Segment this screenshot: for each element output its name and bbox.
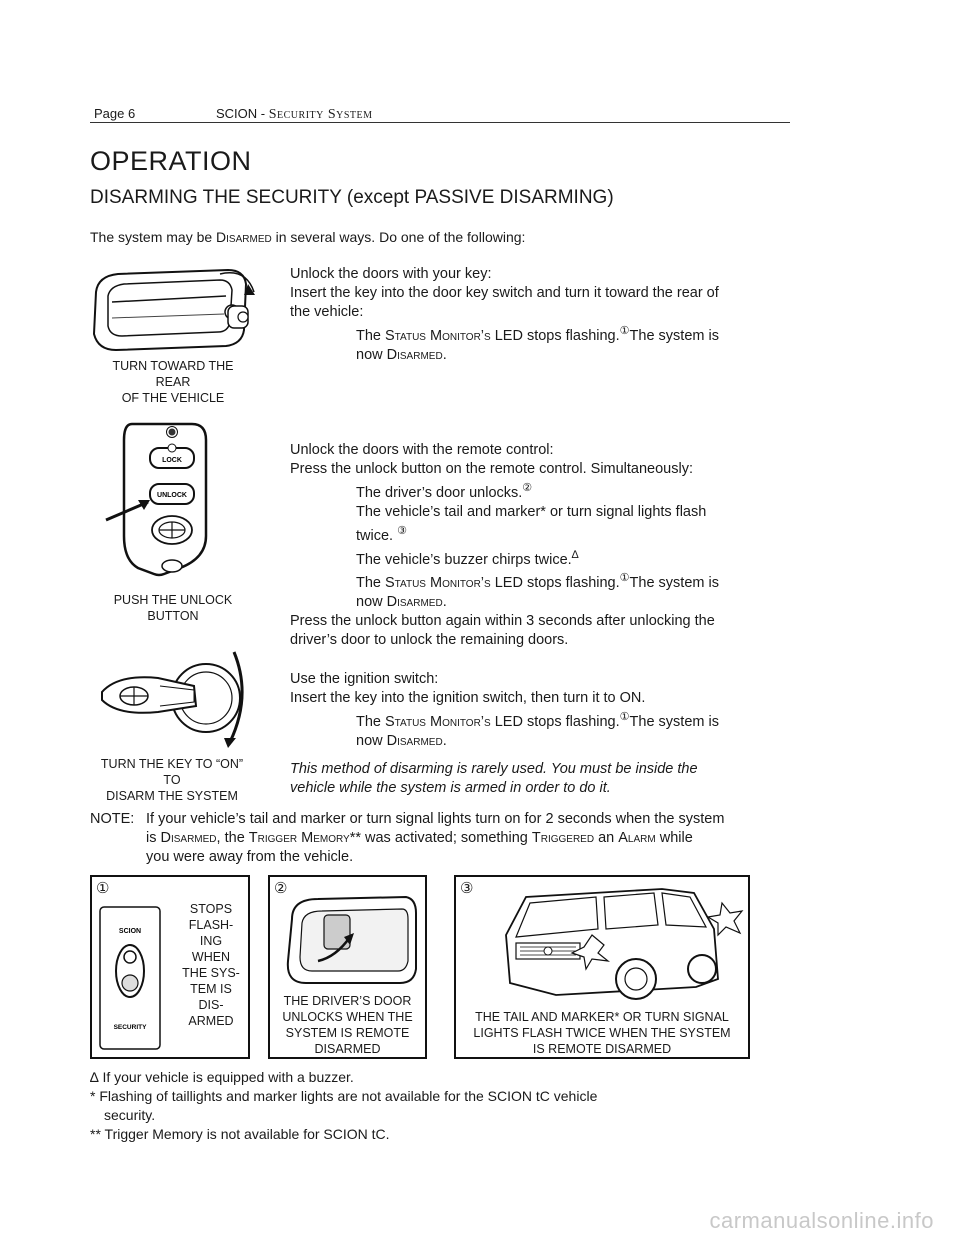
delta-mark: ∆ bbox=[571, 548, 579, 561]
note-line: you were away from the vehicle. bbox=[146, 849, 354, 865]
now-text: now bbox=[356, 594, 387, 611]
twice-text: twice. bbox=[356, 527, 394, 544]
door-unlocks-line bbox=[290, 479, 760, 503]
note-part: , the bbox=[216, 830, 249, 846]
remote-unlock-instructions bbox=[290, 441, 760, 650]
note-part: while bbox=[655, 830, 693, 846]
figure-caption-line: IS REMOTE DISARMED bbox=[532, 1042, 672, 1056]
figure-caption-line: THE TAIL AND MARKER* OR TURN SIGNAL bbox=[475, 1010, 729, 1024]
status-term: Status Monitor’s bbox=[385, 327, 491, 344]
status-end: The system is bbox=[629, 575, 719, 592]
figure-caption-line: ING bbox=[199, 934, 223, 948]
figure-caption-line: FLASH- bbox=[188, 918, 234, 932]
figure-caption-line: STOPS bbox=[189, 902, 233, 916]
figure-caption-line: DISARMED bbox=[314, 1042, 381, 1056]
caption-line: TURN TOWARD THE bbox=[112, 359, 234, 373]
caption-turn-toward-rear bbox=[98, 358, 248, 406]
figure-caption-line: THE SYS- bbox=[182, 966, 240, 980]
instruction-line: driver’s door to unlock the remaining doors. bbox=[290, 632, 569, 649]
vehicle-illustration bbox=[486, 883, 746, 1007]
figure-caption-line: TEM IS bbox=[190, 982, 232, 996]
page-title: OPERATION bbox=[90, 146, 252, 176]
ignition-key-illustration bbox=[98, 640, 248, 750]
lock-button-label: LOCK bbox=[162, 457, 182, 464]
page-header-rule bbox=[90, 104, 790, 123]
footnotes bbox=[90, 1068, 730, 1144]
status-end: The system is bbox=[629, 327, 719, 344]
section-heading: DISARMING THE SECURITY (except PASSIVE DISARMING) bbox=[90, 187, 614, 208]
italic-note bbox=[290, 760, 760, 798]
instruction-line: the vehicle: bbox=[290, 304, 364, 320]
status-pre: The bbox=[356, 575, 386, 592]
reference-circle: ① bbox=[619, 572, 630, 585]
instruction-line: Insert the key into the ignition switch, then turn it to ON. bbox=[290, 690, 646, 706]
period: . bbox=[442, 732, 447, 749]
footnote-trigger-memory: ** Trigger Memory is not available for SCION tC. bbox=[90, 1126, 390, 1142]
tail-lights-line-2 bbox=[290, 522, 760, 546]
door-handle-key-illustration bbox=[88, 262, 258, 358]
instruction-line: Insert the key into the door key switch and turn it toward the rear of bbox=[290, 285, 719, 301]
scion-label: SCION bbox=[118, 928, 142, 935]
footnote-taillights: * Flashing of taillights and marker lights are not available for the SCION tC vehicle bbox=[90, 1088, 598, 1104]
figure-caption-2 bbox=[272, 993, 423, 1057]
page-number: Page 6 bbox=[94, 106, 136, 121]
status-pre: The bbox=[356, 327, 386, 344]
figure-caption-line: THE DRIVER’S DOOR bbox=[283, 994, 412, 1008]
status-end: The system is bbox=[629, 713, 719, 730]
watermark: carmanualsonline.info bbox=[709, 1208, 934, 1233]
door-text: The driver’s door unlocks. bbox=[356, 484, 523, 501]
note-term: Disarmed bbox=[160, 830, 217, 846]
intro-term: Disarmed bbox=[216, 229, 272, 245]
italic-line: This method of disarming is rarely used. You must be inside the bbox=[290, 761, 698, 777]
instruction-heading: Unlock the doors with the remote control: bbox=[290, 442, 554, 458]
caption-line: REAR bbox=[155, 375, 191, 389]
running-header bbox=[216, 106, 373, 123]
brand-name: SCION bbox=[216, 106, 258, 121]
status-line-2 bbox=[290, 346, 760, 365]
tail-lights-line: The vehicle’s tail and marker* or turn signal lights flash bbox=[356, 503, 707, 520]
period: . bbox=[442, 594, 447, 611]
ignition-instructions bbox=[290, 670, 760, 751]
status-post: LED stops flashing. bbox=[490, 713, 620, 730]
status-monitor-illustration bbox=[98, 903, 162, 1053]
header-separator: - bbox=[257, 106, 269, 121]
italic-line: vehicle while the system is armed in order to do it. bbox=[290, 780, 611, 796]
status-term: Status Monitor’s bbox=[385, 575, 491, 592]
caption-push-unlock bbox=[98, 592, 248, 624]
note-part: is bbox=[146, 830, 161, 846]
note-line-2 bbox=[146, 829, 766, 848]
status-post: LED stops flashing. bbox=[490, 575, 620, 592]
disarmed-term: Disarmed bbox=[386, 346, 443, 363]
period: . bbox=[442, 346, 447, 363]
driver-door-figure bbox=[268, 875, 427, 1059]
status-line bbox=[290, 708, 760, 732]
status-line-2 bbox=[290, 593, 760, 612]
intro-pre: The system may be bbox=[90, 229, 217, 245]
footnote-buzzer: ∆ If your vehicle is equipped with a buzzer. bbox=[90, 1069, 354, 1085]
caption-line: DISARM THE SYSTEM bbox=[106, 789, 238, 803]
intro-text bbox=[90, 229, 525, 245]
caption-line: TURN THE KEY TO “ON” bbox=[100, 757, 244, 771]
caption-line: OF THE VEHICLE bbox=[121, 391, 225, 405]
figure-caption-line: UNLOCKS WHEN THE bbox=[282, 1010, 413, 1024]
status-line-2 bbox=[290, 732, 760, 751]
note-term: Alarm bbox=[618, 830, 656, 846]
reference-circle: ③ bbox=[397, 524, 407, 537]
status-line bbox=[290, 569, 760, 593]
key-unlock-instructions bbox=[290, 265, 760, 365]
now-text: now bbox=[356, 732, 387, 749]
reference-circle: ② bbox=[522, 482, 533, 494]
status-post: LED stops flashing. bbox=[490, 327, 620, 344]
instruction-line: Press the unlock button on the remote control. Simultaneously: bbox=[290, 461, 693, 477]
note-line: If your vehicle’s tail and marker or turn signal lights turn on for 2 seconds when the system bbox=[146, 811, 725, 827]
disarmed-term: Disarmed bbox=[386, 594, 443, 611]
remote-control-illustration bbox=[104, 418, 214, 584]
figure-number: ③ bbox=[460, 880, 474, 897]
footnote-taillights-cont: security. bbox=[104, 1107, 156, 1123]
figure-caption-line: LIGHTS FLASH TWICE WHEN THE SYSTEM bbox=[473, 1026, 731, 1040]
disarmed-term: Disarmed bbox=[386, 732, 443, 749]
tail-lights-figure bbox=[454, 875, 750, 1059]
caption-line: PUSH THE UNLOCK bbox=[113, 593, 233, 607]
figure-number: ② bbox=[274, 880, 288, 897]
instruction-heading: Use the ignition switch: bbox=[290, 671, 439, 687]
note-part: an bbox=[594, 830, 619, 846]
section-name: Security System bbox=[268, 107, 373, 122]
buzzer-text: The vehicle’s buzzer chirps twice. bbox=[356, 551, 572, 568]
door-lock-illustration bbox=[278, 891, 418, 991]
status-term: Status Monitor’s bbox=[385, 713, 491, 730]
caption-turn-key-on bbox=[88, 756, 256, 804]
note-part: ** was activated; something bbox=[349, 830, 532, 846]
note-text bbox=[146, 810, 766, 867]
security-label: SECURITY bbox=[113, 1024, 147, 1031]
reference-circle: ① bbox=[619, 711, 630, 723]
intro-post: in several ways. Do one of the following: bbox=[271, 229, 526, 245]
note-term: Trigger Memory bbox=[248, 830, 350, 846]
figure-caption-1 bbox=[176, 901, 246, 1029]
note-label: NOTE: bbox=[90, 811, 135, 827]
status-pre: The bbox=[356, 713, 386, 730]
figure-number: ① bbox=[96, 880, 110, 897]
buzzer-line bbox=[290, 546, 760, 570]
now-text: now bbox=[356, 346, 387, 363]
status-monitor-figure bbox=[90, 875, 250, 1059]
status-line bbox=[290, 322, 760, 346]
figure-caption-3 bbox=[458, 1009, 746, 1057]
figure-caption-line: ARMED bbox=[188, 1014, 234, 1028]
note-term: Triggered bbox=[531, 830, 595, 846]
reference-circle: ① bbox=[619, 325, 630, 337]
caption-line: TO bbox=[163, 773, 181, 787]
unlock-button-label: UNLOCK bbox=[157, 492, 187, 499]
instruction-line: Press the unlock button again within 3 seconds after unlocking the bbox=[290, 613, 715, 630]
caption-line: BUTTON bbox=[147, 609, 199, 623]
figure-caption-line: SYSTEM IS REMOTE bbox=[285, 1026, 410, 1040]
figure-caption-line: WHEN bbox=[191, 950, 231, 964]
instruction-heading: Unlock the doors with your key: bbox=[290, 266, 492, 282]
figure-caption-line: DIS- bbox=[198, 998, 224, 1012]
